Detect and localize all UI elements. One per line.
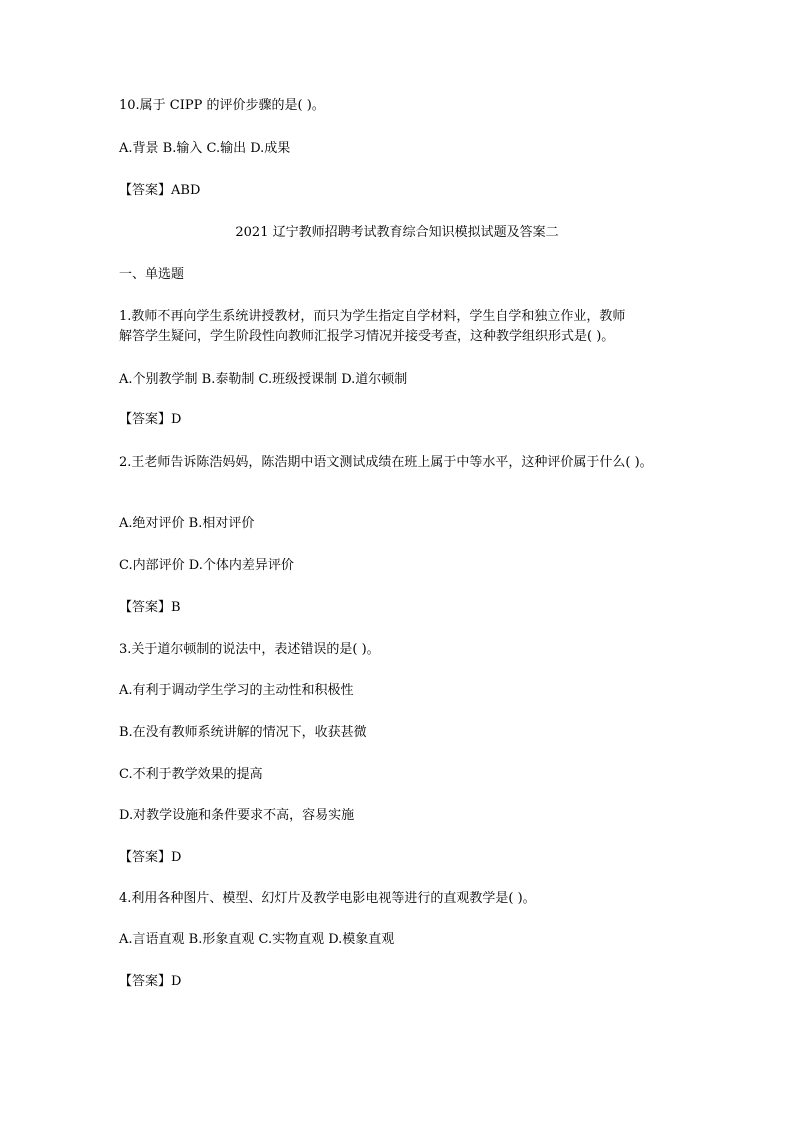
- q4-question: 4.利用各种图片、模型、幻灯片及教学电影电视等进行的直观教学是( )。: [119, 891, 536, 906]
- q2-options-line2: C.内部评价 D.个体内差异评价: [119, 558, 294, 573]
- q1-question-line2: 解答学生疑问，学生阶段性向教师汇报学习情况并接受考查，这种教学组织形式是( )。: [119, 329, 615, 344]
- section-title: 2021 辽宁教师招聘考试教育综合知识模拟试题及答案二: [235, 225, 559, 240]
- q4-answer: 【答案】D: [119, 974, 182, 989]
- q1-question-line1: 1.教师不再向学生系统讲授教材，而只为学生指定自学材料，学生自学和独立作业，教师: [119, 309, 626, 324]
- q3-answer: 【答案】D: [119, 850, 182, 865]
- q10-answer: 【答案】ABD: [119, 183, 201, 198]
- q2-answer: 【答案】B: [119, 600, 181, 615]
- q3-question: 3.关于道尔顿制的说法中，表述错误的是( )。: [119, 642, 380, 657]
- q2-question: 2.王老师告诉陈浩妈妈，陈浩期中语文测试成绩在班上属于中等水平，这种评价属于什么( )。: [119, 455, 653, 470]
- q3-option-a: A.有利于调动学生学习的主动性和积极性: [119, 683, 354, 698]
- q2-options-line1: A.绝对评价 B.相对评价: [119, 516, 255, 531]
- q3-option-b: B.在没有教师系统讲解的情况下，收获甚微: [119, 725, 367, 740]
- q1-answer: 【答案】D: [119, 412, 182, 427]
- q3-option-d: D.对教学设施和条件要求不高，容易实施: [119, 808, 355, 823]
- section-heading: 一、单选题: [119, 267, 185, 282]
- q10-question: 10.属于 CIPP 的评价步骤的是( )。: [119, 98, 325, 113]
- q3-option-c: C.不利于教学效果的提高: [119, 767, 263, 782]
- q1-options: A.个别教学制 B.泰勒制 C.班级授课制 D.道尔顿制: [119, 372, 408, 387]
- q4-options: A.言语直观 B.形象直观 C.实物直观 D.模象直观: [119, 932, 395, 947]
- q10-options: A.背景 B.输入 C.输出 D.成果: [119, 141, 291, 156]
